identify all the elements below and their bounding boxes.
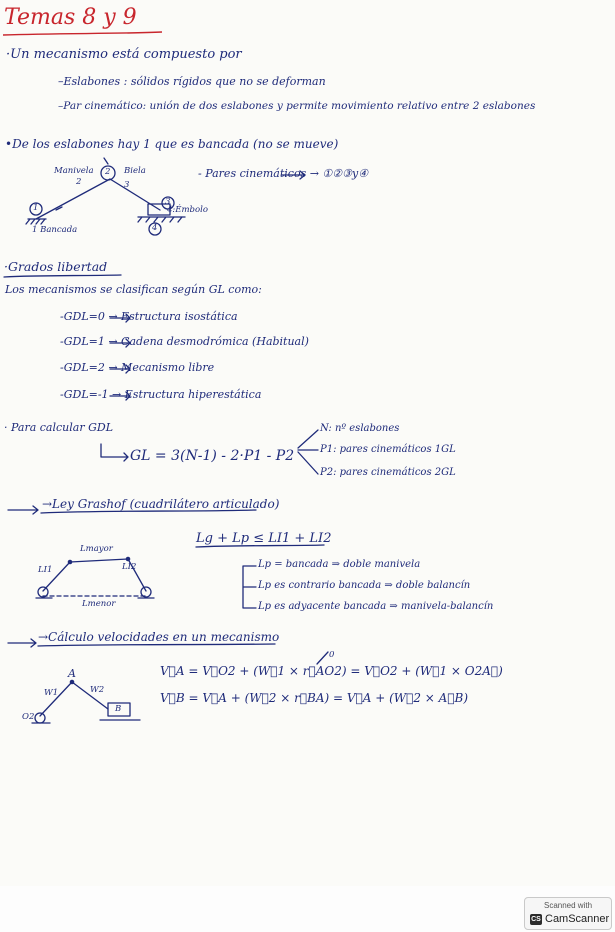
grashof-case-0: Lp = bancada ⇒ doble manivela (258, 559, 421, 570)
grados-intro: Los mecanismos se clasifican según GL como: (5, 283, 262, 296)
def-n: N: nº eslabones (320, 423, 400, 434)
intro-line-1: ·Un mecanismo está compuesto por (6, 47, 242, 62)
velocidades-arrow (8, 639, 36, 647)
gdl-formula: GL = 3(N-1) - 2·P1 - P2 (130, 448, 295, 464)
intro-line-3: –Par cinemático: unión de dos eslabones y permite movimiento relativo entre 2 eslabones (58, 100, 536, 112)
label-manivela: Manivela (54, 166, 94, 176)
label-point-b: B (115, 704, 122, 714)
watermark-line-2: CamScanner (545, 913, 610, 925)
label-lmenor: Lmenor (82, 599, 116, 609)
gdl-item-2: -GDL=2 → Mecanismo libre (60, 361, 215, 374)
gdl-item-3: -GDL=-1 → Estructura hiperestática (60, 388, 262, 401)
label-manivela-number: 2 (76, 177, 82, 187)
cases-bracket (243, 566, 256, 608)
label-o2: O2 (22, 712, 35, 722)
label-li1: LI1 (38, 565, 53, 575)
def-p2: P2: pares cinemáticos 2GL (320, 467, 456, 478)
label-biela: Biela (124, 166, 146, 176)
definition-arrows (298, 430, 318, 474)
page-title: Temas 8 y 9 (4, 5, 137, 30)
label-joint-1: 1 (33, 203, 39, 213)
def-p1: P1: pares cinemáticos 1GL (320, 444, 456, 455)
camscanner-logo-icon: CS (531, 916, 541, 923)
gdl-item-0: -GDL=0 → Estructura isostática (60, 310, 238, 323)
title-underline (3, 32, 162, 35)
pares-cinematicos: - Pares cinemáticos → ①②③y④ (198, 167, 369, 180)
label-joint-2: 2 (105, 167, 111, 177)
label-embolo: 4:Émbolo (167, 205, 208, 215)
label-bancada: 1 Bancada (32, 225, 78, 235)
zero-arrow (317, 652, 328, 664)
label-lmayor: Lmayor (80, 544, 113, 554)
grashof-case-2: Lp es adyacente bancada ⇒ manivela-balancín (258, 601, 494, 612)
label-w1: W1 (44, 688, 59, 698)
zero-annotation: 0 (329, 650, 335, 660)
grados-underline (4, 275, 121, 277)
label-joint-3: 3 (165, 197, 171, 207)
watermark-line-1: Scanned with (543, 901, 593, 910)
label-li2: LI2 (122, 562, 137, 572)
gdl-item-1: -GDL=1 → Cadena desmodrómica (Habitual) (60, 335, 309, 348)
velocidades-underline (38, 644, 275, 646)
velocity-equation-a: V⃗A = V⃗O2 + (W⃗1 × r⃗AO2) = V⃗O2 + (W⃗1 × O2A⃗) (160, 664, 503, 678)
velocity-mechanism-diagram (32, 680, 140, 723)
formula-arrow (101, 444, 128, 461)
label-point-a: A (68, 667, 76, 680)
grados-heading: ·Grados libertad (4, 259, 108, 274)
grashof-case-1: Lp es contrario bancada ⇒ doble balancín (258, 580, 471, 591)
label-biela-number: 3 (124, 180, 130, 190)
grashof-arrow (8, 506, 38, 514)
grashof-heading: →Ley Grashof (cuadrilátero articulado) (42, 497, 280, 511)
calculo-intro: · Para calcular GDL (4, 421, 113, 434)
velocity-equation-b: V⃗B = V⃗A + (W⃗2 × r⃗BA) = V⃗A + (W⃗2 × A⃗B) (160, 691, 469, 705)
camscanner-watermark (524, 897, 612, 930)
label-w2: W2 (90, 685, 105, 695)
grashof-inequality: Lg + Lp ≤ LI1 + LI2 (196, 531, 332, 546)
label-joint-4: 4 (152, 223, 158, 233)
velocidades-heading: →Cálculo velocidades en un mecanismo (38, 630, 280, 644)
bancada-heading: •De los eslabones hay 1 que es bancada (no se mueve) (5, 137, 339, 151)
intro-line-2: –Eslabones : sólidos rígidos que no se deforman (58, 75, 326, 88)
